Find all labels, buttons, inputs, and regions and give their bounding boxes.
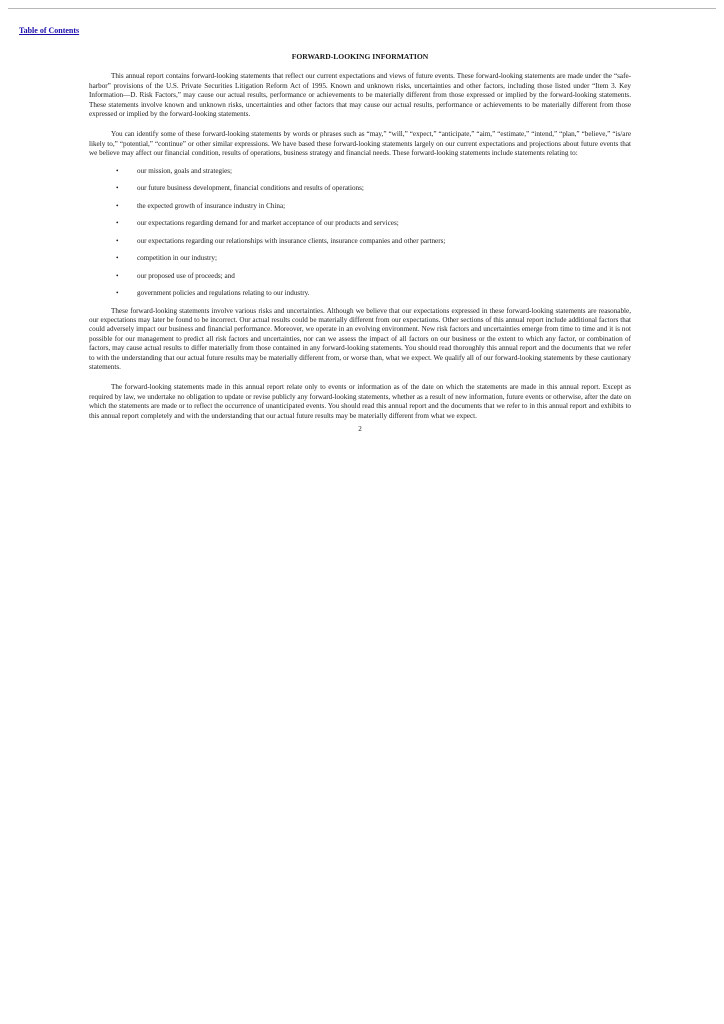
list-item-text: competition in our industry; <box>137 254 217 263</box>
section-heading: FORWARD-LOOKING INFORMATION <box>291 52 429 61</box>
list-item <box>89 202 631 211</box>
list-item-text: our future business development, financial conditions and results of operations; <box>137 184 364 193</box>
list-item-text: our expectations regarding demand for and market acceptance of our products and services; <box>137 219 399 228</box>
list-item <box>89 272 631 281</box>
document-body <box>89 52 631 434</box>
bullet-marker: • <box>116 289 119 298</box>
bullet-marker: • <box>116 201 119 210</box>
list-item-text: the expected growth of insurance industry in China; <box>137 201 286 210</box>
list-item <box>89 184 631 193</box>
bullet-marker: • <box>116 219 119 228</box>
list-item-text: government policies and regulations relating to our industry. <box>137 289 310 298</box>
paragraph-identify-statements: You can identify some of these forward-looking statements by words or phrases such as “may,” “will,” “expect,” “anticipate,” “aim,” “estimate,” “intend,” “plan,” “believe,” “is/are likely to,” “potential,” “continue” or other similar expressions. We have based these forward-looking statements largely on our current expectations and projections about future events that we believe may affect our financial condition, results of operations, business strategy and financial needs. These forward-looking statements include statements relating to: <box>89 130 631 158</box>
top-divider <box>8 8 716 9</box>
list-item-text: our proposed use of proceeds; and <box>137 271 235 280</box>
list-item-text: our mission, goals and strategies; <box>137 166 232 175</box>
paragraph-statements-date: The forward-looking statements made in this annual report relate only to events or information as of the date on which the statements are made in this annual report. Except as required by law, we undertake no obligation to update or revise publicly any forward-looking statements, whether as a result of new information, future events or otherwise, after the date on which the statements are made or to reflect the occurrence of unanticipated events. You should read this annual report and the documents that we refer to in this annual report and exhibits to this annual report completely and with the understanding that our actual future results may be materially different from what we expect. <box>89 383 631 420</box>
list-item <box>89 254 631 263</box>
list-item <box>89 289 631 298</box>
paragraph-intro: This annual report contains forward-looking statements that reflect our current expectations and views of future events. These forward-looking statements are made under the “safe-harbor” provisions of the U.S. Private Securities Litigation Reform Act of 1995. Known and unknown risks, uncertainties and other factors, including those listed under “Item 3. Key Information—D. Risk Factors,” may cause our actual results, performance or achievements to be materially different from those expressed or implied by the forward-looking statements. These statements involve known and unknown risks, uncertainties and other factors that may cause our actual results, performance or achievements to be materially different from those expressed or implied by the forward-looking statements. <box>89 72 631 119</box>
list-item <box>89 167 631 176</box>
paragraph-risks: These forward-looking statements involve various risks and uncertainties. Although we believe that our expectations expressed in these forward-looking statements are reasonable, our expectations may later be found to be incorrect. Our actual results could be materially different from our expectations. Other sections of this annual report include additional factors that could adversely impact our business and financial performance. Moreover, we operate in an evolving environment. New risk factors and uncertainties emerge from time to time and it is not possible for our management to predict all risk factors and uncertainties, nor can we assess the impact of all factors on our business or the extent to which any factor, or combination of factors, may cause actual results to differ materially from those contained in any forward-looking statements. You should read thoroughly this annual report and the documents that we refer to with the understanding that our actual future results may be materially different from, or worse than, what we expect. We qualify all of our forward-looking statements by these cautionary statements. <box>89 306 631 371</box>
list-item <box>89 237 631 246</box>
page-number: 2 <box>358 425 362 433</box>
bullet-marker: • <box>116 254 119 263</box>
bullet-list <box>89 167 631 299</box>
table-of-contents-link[interactable]: Table of Contents <box>19 26 80 35</box>
bullet-marker: • <box>116 184 119 193</box>
list-item-text: our expectations regarding our relationships with insurance clients, insurance companies and other partners; <box>137 236 446 245</box>
bullet-marker: • <box>116 271 119 280</box>
bullet-marker: • <box>116 166 119 175</box>
bullet-marker: • <box>116 236 119 245</box>
list-item <box>89 219 631 228</box>
